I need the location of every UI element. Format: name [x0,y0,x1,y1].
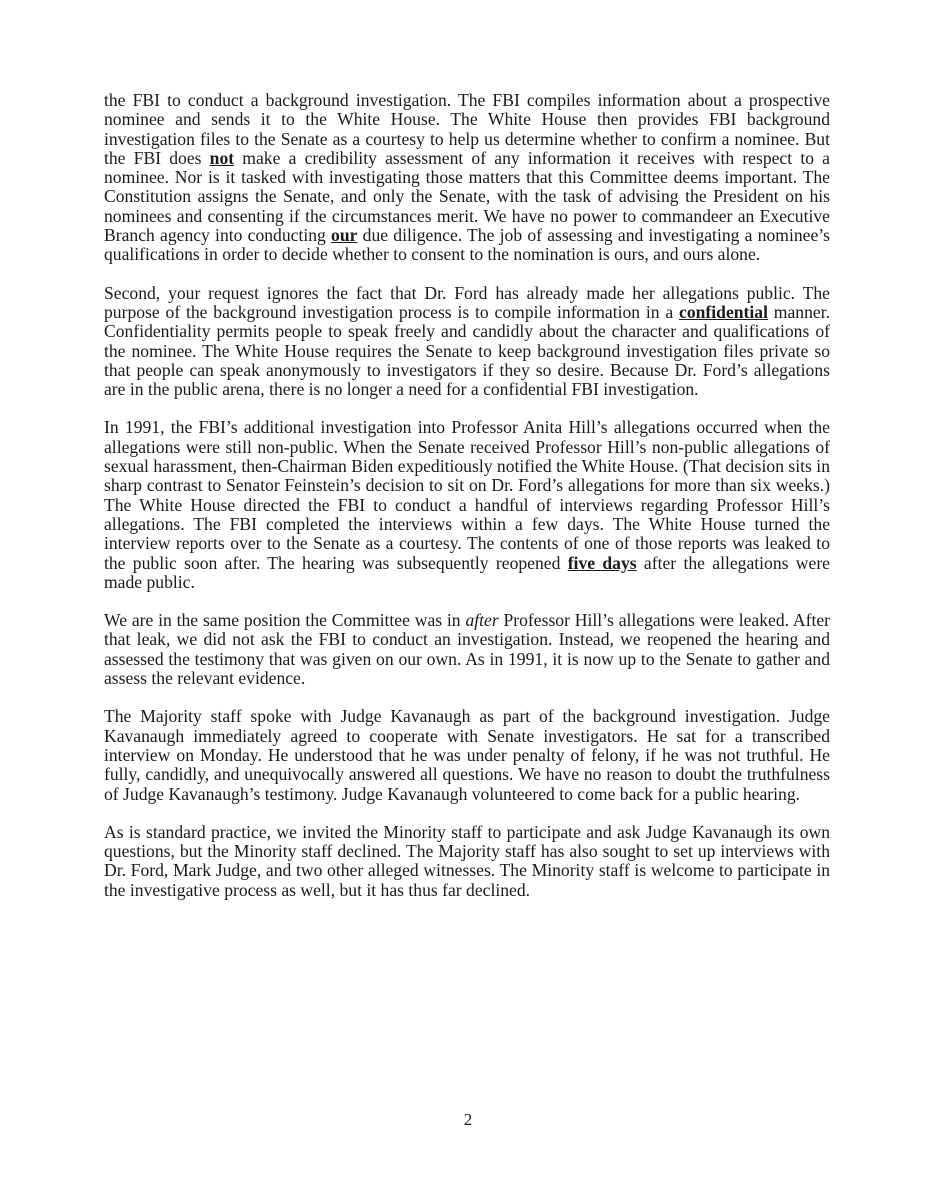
text-run: In 1991, the FBI’s additional investigation into Professor Anita Hill’s allegations occurred when the allegations were still non-public. When the Senate received Professor Hill’s non-public allegations of sexual harassment, then-Chairman Biden expeditiously notified the White House. (That decision sits in sharp contrast to Senator Feinstein’s decision to sit on Dr. Ford’s allegations for more than six weeks.) The White House directed the FBI to conduct a handful of interviews regarding Professor Hill’s allegations. The FBI completed the interviews within a few days. The White House turned the interview reports over to the Senate as a courtesy. The contents of one of those reports was leaked to the public soon after. The hearing was subsequently reopened [104,417,830,573]
paragraph-kavanaugh-interview [104,707,830,803]
italic-text: after [465,610,499,631]
emphasized-text: our [331,225,358,246]
text-run: As is standard practice, we invited the Minority staff to participate and ask Judge Kavanaugh its own questions, but the Minority staff declined. The Majority staff has also sought to set up interviews with Dr. Ford, Mark Judge, and two other alleged witnesses. The Minority staff is welcome to participate in the investigative process as well, but it has thus far declined. [104,821,830,900]
text-run: manner. Confidentiality permits people to speak freely and candidly about the character and qualifications of the nominee. The White House requires the Senate to keep background investigation files private so that people can speak anonymously to investigators if they so desire. Because Dr. Ford’s allegations are in the public arena, there is no longer a need for a confidential FBI investigation. [104,301,830,400]
text-run: make a credibility assessment of any information it receives with respect to a nominee. Nor is it tasked with investigating those matters that this Committee deems important. The Constitution assigns the Senate, and only the Senate, with the task of advising the President on his nominees and consenting if the circumstances merit. We have no power to commandeer an Executive Branch agency into conducting [104,147,830,246]
paragraph-confidentiality [104,284,830,400]
letter-body [104,91,830,900]
text-run: Professor Hill’s allegations were leaked. After that leak, we did not ask the FBI to conduct an investigation. Instead, we reopened the hearing and assessed the testimony that was given on our own. As in 1991, it is now up to the Senate to gather and assess the relevant evidence. [104,610,831,689]
paragraph-same-position [104,611,830,688]
paragraph-fbi-role [104,91,830,265]
text-run: the FBI to conduct a background investigation. The FBI compiles information about a prospective nominee and sends it to the White House. The White House then provides FBI background investigation files to the Senate as a courtesy to help us determine whether to confirm a nominee. But the FBI does [104,90,830,168]
text-run: Second, your request ignores the fact that Dr. Ford has already made her allegations public. The purpose of the background investigation process is to compile information in a [104,282,830,322]
text-run: due diligence. The job of assessing and investigating a nominee’s qualifications in order to decide whether to consent to the nomination is ours, and ours alone. [104,225,830,265]
text-run: We are in the same position the Committee was in [104,610,466,631]
paragraph-minority-staff [104,823,830,900]
paragraph-1991-precedent [104,418,830,592]
emphasized-text: not [209,147,235,168]
page-number: 2 [463,1110,473,1129]
text-run: after the allegations were made public. [104,552,830,592]
text-run: The Majority staff spoke with Judge Kavanaugh as part of the background investigation. Judge Kavanaugh immediately agreed to cooperate with Senate investigators. He sat for a transcribed interview on Monday. He understood that he was under penalty of felony, if he was not truthful. He fully, candidly, and unequivocally answered all questions. We have no reason to doubt the truthfulness of Judge Kavanaugh’s testimony. Judge Kavanaugh volunteered to come back for a public hearing. [104,706,830,804]
emphasized-text: confidential [679,301,768,322]
emphasized-text: five days [567,552,637,573]
